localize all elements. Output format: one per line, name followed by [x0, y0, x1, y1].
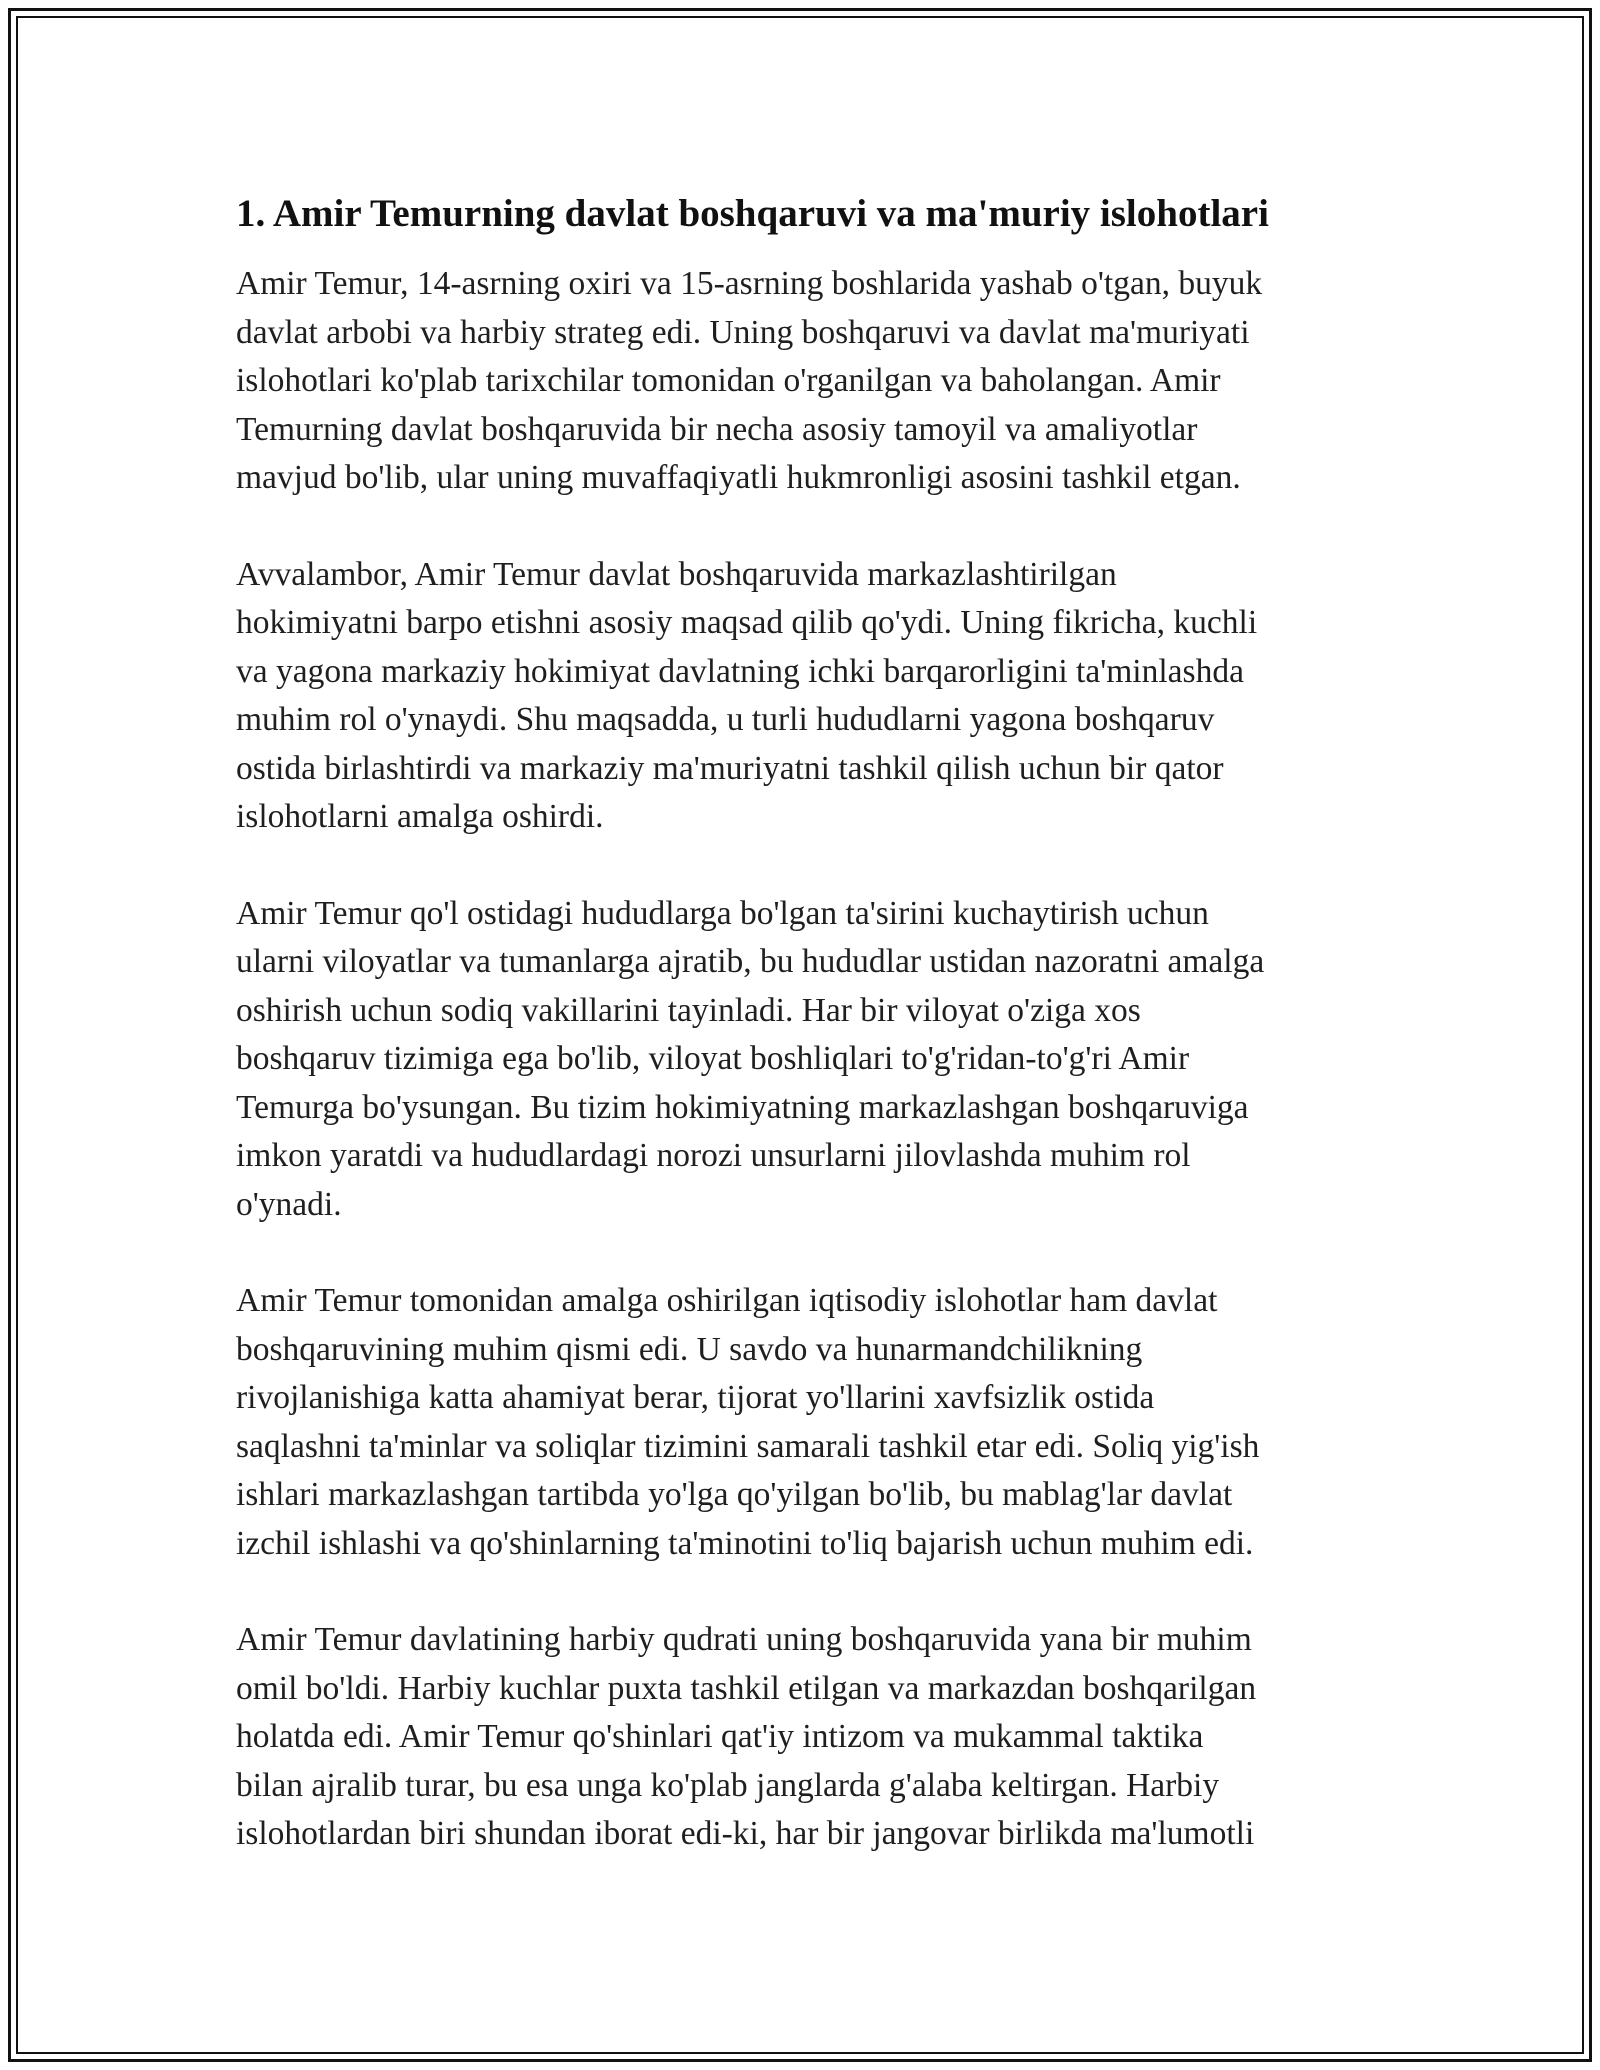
text-line: o'ynadi.: [236, 1185, 342, 1223]
text-line: ishlari markazlashgan tartibda yo'lga qo'yilgan bo'lib, bu mablag'lar davlat: [236, 1476, 1233, 1513]
text-line: holatda edi. Amir Temur qo'shinlari qat'iy intizom va mukammal taktika: [236, 1718, 1204, 1755]
text-line: va yagona markaziy hokimiyat davlatning ichki barqarorligini ta'minlashda: [236, 652, 1244, 690]
text-line: boshqaruv tizimiga ega bo'lib, viloyat boshliqlari to'g'ridan-to'g'ri Amir: [236, 1040, 1190, 1077]
text-line: Amir Temur qo'l ostidagi hududlarga bo'lgan ta'sirini kuchaytirish uchun: [236, 894, 1209, 932]
text-line: boshqaruvining muhim qismi edi. U savdo va hunarmandchilikning: [236, 1330, 1143, 1368]
text-line: muhim rol o'ynaydi. Shu maqsadda, u turli hududlarni yagona boshqaruv: [236, 701, 1215, 738]
text-line: islohotlari ko'plab tarixchilar tomonidan o'rganilgan va baholangan. Amir: [236, 362, 1221, 399]
text-line: Temurga bo'ysungan. Bu tizim hokimiyatning markazlashgan boshqaruviga: [236, 1088, 1249, 1126]
text-line: davlat arbobi va harbiy strateg edi. Uning boshqaruvi va davlat ma'muriyati: [236, 313, 1250, 351]
text-line: hokimiyatni barpo etishni asosiy maqsad qilib qo'ydi. Uning fikricha, kuchli: [236, 604, 1258, 641]
document-body: [236, 186, 1376, 1907]
text-line: izchil ishlashi va qo'shinlarning ta'minotini to'liq bajarish uchun muhim edi.: [236, 1524, 1254, 1562]
paragraph-4: [236, 1277, 1376, 1568]
text-line: Amir Temur, 14-asrning oxiri va 15-asrning boshlarida yashab o'tgan, buyuk: [236, 265, 1263, 302]
paragraph-1: [236, 260, 1376, 503]
text-line: Amir Temur davlatining harbiy qudrati uning boshqaruvida yana bir muhim: [236, 1621, 1252, 1658]
paragraph-3: [236, 890, 1376, 1230]
text-line: islohotlardan biri shundan iborat edi-ki, har bir jangovar birlikda ma'lumotli: [236, 1815, 1255, 1852]
paragraph-2: [236, 551, 1376, 842]
paragraph-5: [236, 1616, 1376, 1859]
text-line: ostida birlashtirdi va markaziy ma'muriyatni tashkil qilish uchun bir qator: [236, 749, 1224, 787]
section-heading: 1. Amir Temurning davlat boshqaruvi va ma'muriy islohotlari: [236, 192, 1269, 235]
text-line: Avvalambor, Amir Temur davlat boshqaruvida markazlashtirilgan: [236, 555, 1117, 593]
text-line: bilan ajralib turar, bu esa unga ko'plab janglarda g'alaba keltirgan. Harbiy: [236, 1766, 1220, 1804]
text-line: ularni viloyatlar va tumanlarga ajratib, bu hududlar ustidan nazoratni amalga: [236, 943, 1265, 980]
text-line: islohotlarni amalga oshirdi.: [236, 798, 604, 835]
text-line: omil bo'ldi. Harbiy kuchlar puxta tashkil etilgan va markazdan boshqarilgan: [236, 1669, 1257, 1707]
text-line: Amir Temur tomonidan amalga oshirilgan iqtisodiy islohotlar ham davlat: [236, 1282, 1218, 1319]
text-line: saqlashni ta'minlar va soliqlar tizimini samarali tashkil etar edi. Soliq yig'ish: [236, 1427, 1260, 1465]
text-line: oshirish uchun sodiq vakillarini tayinladi. Har bir viloyat o'ziga xos: [236, 991, 1141, 1029]
text-line: rivojlanishiga katta ahamiyat berar, tijorat yo'llarini xavfsizlik ostida: [236, 1379, 1155, 1416]
text-line: imkon yaratdi va hududlardagi norozi unsurlarni jilovlashda muhim rol: [236, 1137, 1191, 1174]
text-line: mavjud bo'lib, ular uning muvaffaqiyatli hukmronligi asosini tashkil etgan.: [236, 459, 1241, 496]
text-line: Temurning davlat boshqaruvida bir necha asosiy tamoyil va amaliyotlar: [236, 410, 1198, 448]
